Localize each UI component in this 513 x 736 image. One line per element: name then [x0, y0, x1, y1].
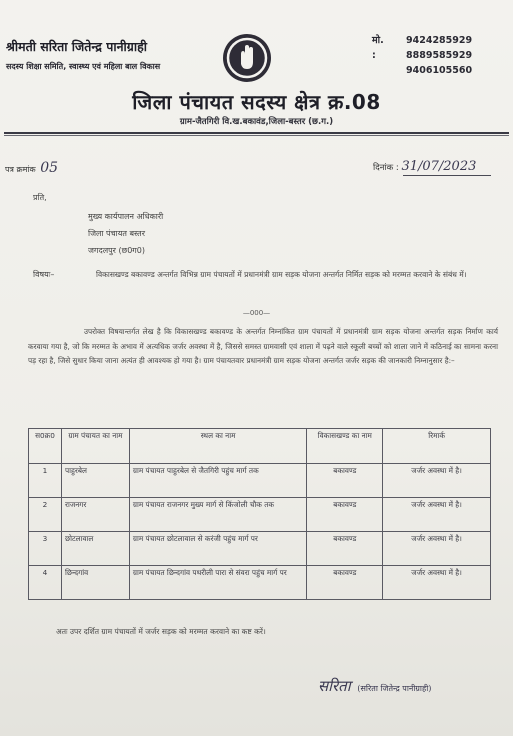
phone-label: मो. :	[372, 35, 384, 61]
signature-name: (सरिता जितेन्द्र पानीग्राही)	[357, 684, 432, 693]
recipient-line: जगदलपुर (छ0ग0)	[88, 246, 146, 255]
recipient-line: मुख्य कार्यपालन अधिकारी	[88, 212, 164, 221]
recipient-line: जिला पंचायत बस्तर	[88, 229, 145, 238]
column-header: विकासखण्ड का नाम	[307, 429, 383, 464]
remark-cell: जर्जर अवस्था में है।	[383, 532, 491, 566]
panchayat-cell: छिन्दगांव	[61, 566, 129, 600]
date-value: 31/07/2023	[401, 159, 477, 174]
serial-cell: 3	[29, 532, 62, 566]
recipient-block	[88, 208, 163, 259]
member-name: श्रीमती सरिता जितेन्द्र पानीग्राही	[6, 39, 147, 54]
separator: —000—	[242, 309, 271, 317]
column-header: रिमार्क	[383, 429, 491, 464]
header-divider-thin	[4, 135, 509, 136]
remark-cell: जर्जर अवस्था में है।	[383, 498, 491, 532]
letter-date	[373, 159, 476, 174]
location-cell: ग्राम पंचायत पाहुरबेल से जैतगिरी पहुंच मार्ग तक	[129, 464, 307, 498]
column-header: स्थल का नाम	[129, 429, 307, 464]
panchayat-cell: पाहुरबेल	[61, 464, 129, 498]
body-paragraph: उपरोक्त विषयान्तर्गत लेख है कि विकासखण्ड बकावण्ड के अन्तर्गत निम्नांकित ग्राम पंचायतों में प्रधानमंत्री ग्राम सड़क योजना अन्तर्गत सड़क निर्माण कार्य करवाया गया है, जो कि मरम्मत के अभाव में अत्यधिक जर्जर अवस्था में है, जिससे समस्त ग्रामवासी एवं शाला में पढ़ने वाले स्कूली बच्चों को शाला जाने में कठिनाई का सामना करना पड़ रहा है, जिसे सुधार किया जाना अत्यंत ही आवश्यक हो गया है। ग्राम पंचायतवार प्रधानमंत्री ग्राम सड़क योजना अन्तर्गत जर्जर सड़क की जानकारी निम्नानुसार है:–	[28, 327, 498, 365]
location-cell: ग्राम पंचायत छोटलावाल से करंजी पहुंच मार्ग पर	[129, 532, 307, 566]
phone-number: 8889585929	[406, 50, 473, 61]
reference-value: 05	[40, 160, 59, 176]
column-header: स0क्र0	[29, 429, 62, 464]
block-cell: बकावण्ड	[307, 532, 383, 566]
member-designation: सदस्य शिक्षा समिति, स्वास्थ्य एवं महिला बाल विकास	[6, 62, 161, 71]
serial-cell: 2	[29, 498, 62, 532]
subject-label: विषयः–	[33, 270, 55, 279]
block-cell: बकावण्ड	[307, 566, 383, 600]
signature-handwriting: सरिता	[318, 677, 351, 695]
reference-number	[5, 160, 58, 176]
location-cell: ग्राम पंचायत छिन्दगांव पथरीली पारा से संवरा पहुंच मार्ग पर	[129, 566, 307, 600]
letterhead-address: ग्राम-जैतगिरी वि.ख.बकावंड,जिला-बस्तर (छ.ग.)	[179, 117, 334, 127]
table-row	[29, 532, 491, 566]
panchayat-cell: छोटलावाल	[61, 532, 129, 566]
date-label: दिनांक :	[373, 163, 399, 173]
phone-number: 9424285929	[406, 35, 473, 46]
closing-request: अतः उपर दर्शित ग्राम पंचायतों में जर्जर सड़क को मरम्मत करवाने का कष्ट करें।	[56, 627, 266, 636]
table-header-row	[29, 429, 491, 464]
table-row	[29, 464, 491, 498]
reference-label: पत्र क्रमांक	[5, 165, 36, 174]
block-cell: बकावण्ड	[307, 498, 383, 532]
table-row	[29, 566, 491, 600]
phone-number: 9406105560	[406, 65, 473, 76]
table-row	[29, 498, 491, 532]
serial-cell: 4	[29, 566, 62, 600]
date-underline	[403, 175, 491, 176]
subject-text: विकासखण्ड बकावण्ड अन्तर्गत विभिन्न ग्राम पंचायतों में प्रधानमंत्री ग्राम सड़क योजना अन्तर्गत निर्मित सड़क को मरम्मत करवाने के संबंध में।	[96, 270, 467, 279]
serial-cell: 1	[29, 464, 62, 498]
letterhead-title: जिला पंचायत सदस्य क्षेत्र क्र.08	[132, 90, 381, 114]
remark-cell: जर्जर अवस्था में है।	[383, 566, 491, 600]
block-cell: बकावण्ड	[307, 464, 383, 498]
panchayat-cell: राजनगर	[61, 498, 129, 532]
congress-hand-logo	[223, 34, 271, 82]
column-header: ग्राम पंचायत का नाम	[61, 429, 129, 464]
signature	[318, 676, 431, 696]
remark-cell: जर्जर अवस्था में है।	[383, 464, 491, 498]
to-label: प्रति,	[33, 193, 47, 202]
header-divider	[4, 132, 509, 134]
road-details-table	[28, 428, 491, 600]
location-cell: ग्राम पंचायत राजनगर मुख्य मार्ग से किंजोली चौक तक	[129, 498, 307, 532]
